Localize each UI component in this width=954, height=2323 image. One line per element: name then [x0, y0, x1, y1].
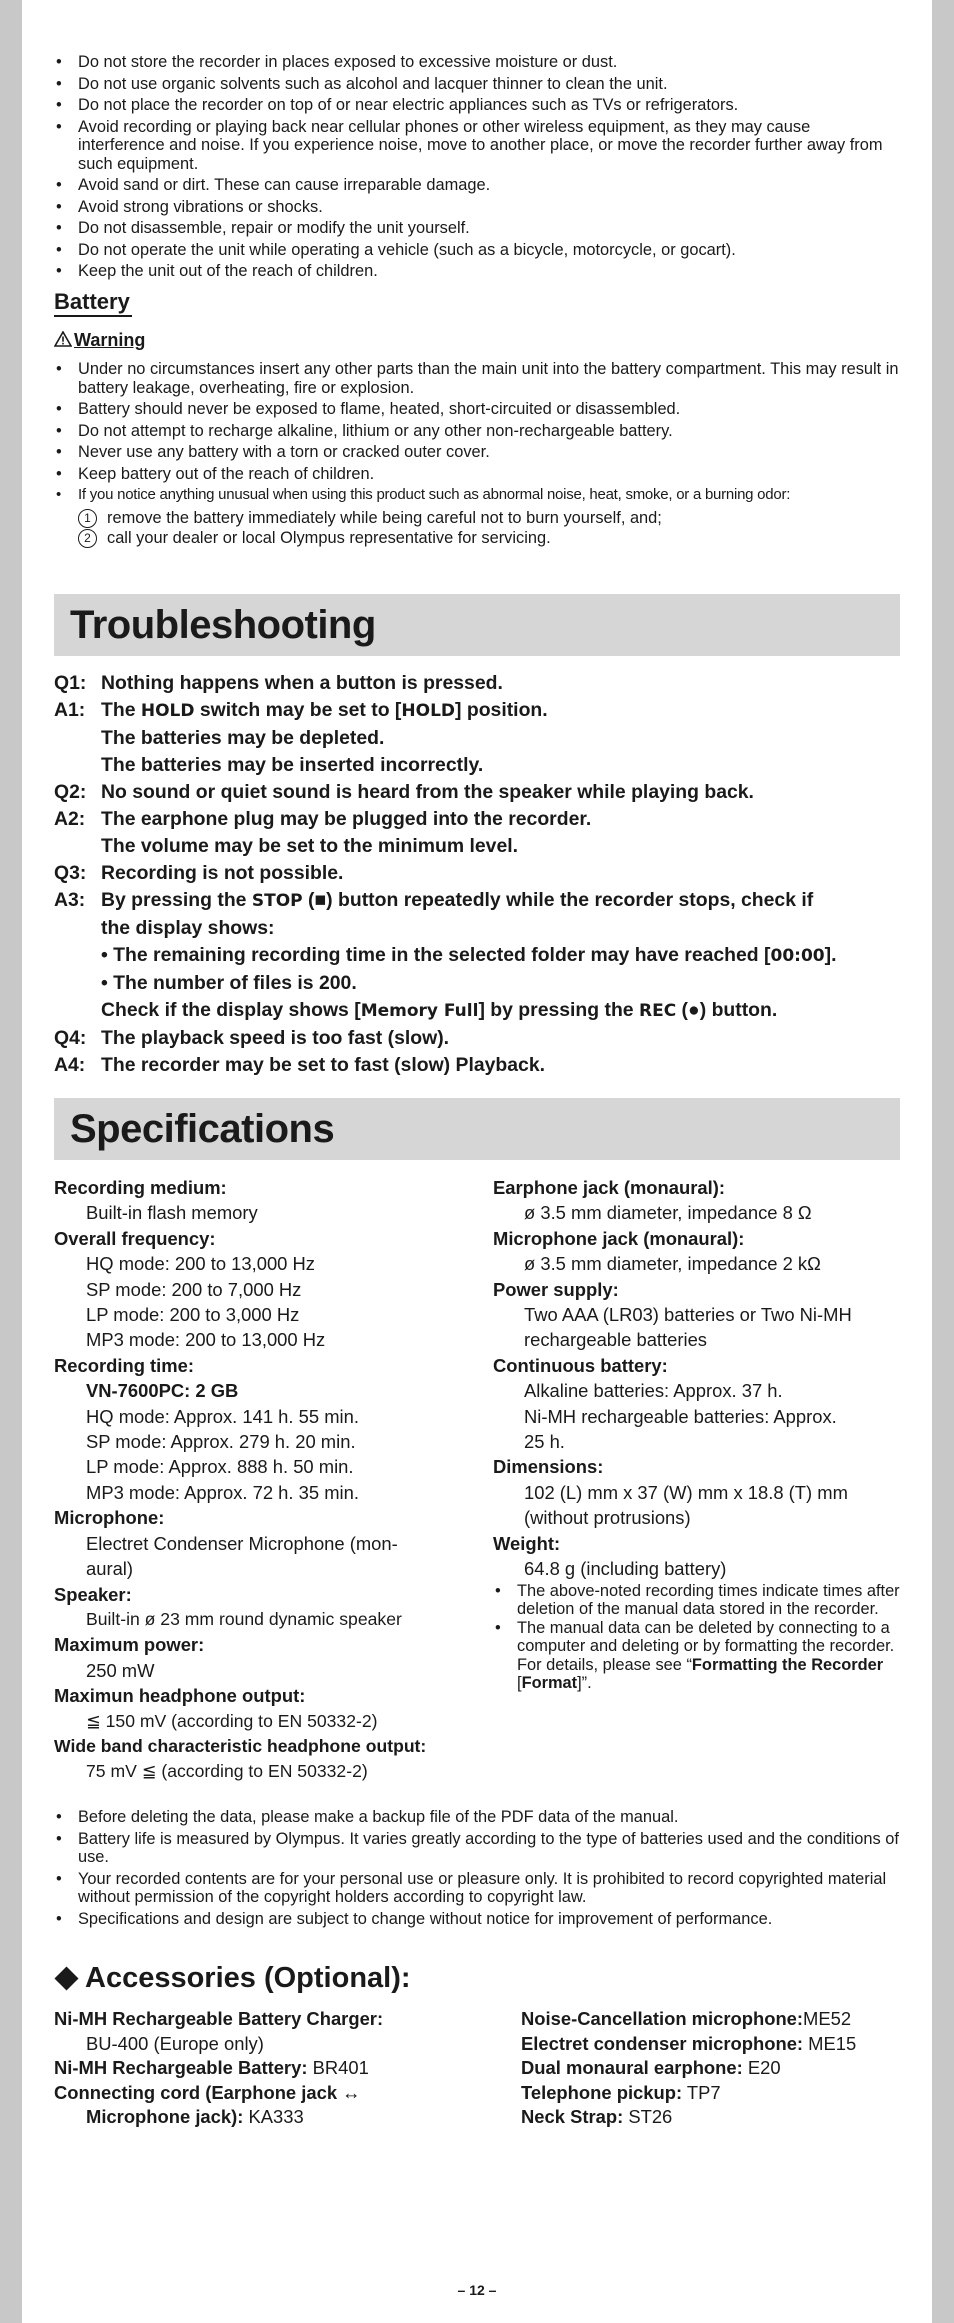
list-item: • Avoid recording or playing back near cellular phones or other wireless equipment, as they may cause interference and noise. If you experience noise, move to another place, or move the recorder further away from such equipment. — [54, 118, 900, 174]
spec-value: aural) — [86, 1558, 134, 1580]
spec-value: LP mode: Approx. 888 h. 50 min. — [86, 1456, 354, 1478]
accessory-item: Ni-MH Rechargeable Battery: BR401 — [54, 2057, 369, 2078]
accessory-item: Microphone jack): KA333 — [86, 2106, 304, 2127]
answer: A1: The HOLD switch may be set to [HOLD] position. — [54, 699, 548, 721]
spec-label: Maximun headphone output: — [54, 1685, 306, 1707]
answer-bullet: • The remaining recording time in the selected folder may have reached [00:00]. — [101, 944, 837, 966]
answer-line: the display shows: — [101, 917, 275, 939]
list-item: • Before deleting the data, please make a backup file of the PDF data of the manual. — [54, 1808, 900, 1827]
step-text: remove the battery immediately while being careful not to burn yourself, and; — [107, 508, 662, 527]
accessories-left — [54, 2007, 494, 2130]
circled-number: 1 — [78, 509, 97, 528]
list-item: • Battery should never be exposed to flame, heated, short-circuited or disassembled. — [54, 400, 900, 419]
spec-value: MP3 mode: Approx. 72 h. 35 min. — [86, 1481, 359, 1503]
spec-value: Two AAA (LR03) batteries or Two Ni-MH — [524, 1304, 852, 1326]
spec-value: MP3 mode: 200 to 13,000 Hz — [86, 1329, 326, 1351]
spec-value: HQ mode: 200 to 13,000 Hz — [86, 1253, 315, 1275]
list-item: • Keep the unit out of the reach of children. — [54, 262, 900, 281]
spec-label: Recording time: — [54, 1354, 194, 1376]
spec-value: Electret Condenser Microphone (mon- — [86, 1532, 398, 1554]
spec-value: 25 h. — [524, 1431, 565, 1453]
question: Q2: No sound or quiet sound is heard from the speaker while playing back. — [54, 781, 754, 803]
spec-value: (without protrusions) — [524, 1507, 691, 1529]
spec-label: Microphone: — [54, 1507, 165, 1529]
troubleshooting-header — [54, 594, 900, 656]
spec-label: Continuous battery: — [493, 1354, 668, 1376]
spec-label: Overall frequency: — [54, 1227, 216, 1249]
warning-label: Warning — [74, 330, 146, 350]
list-item: • Battery life is measured by Olympus. It varies greatly according to the type of batteries used and the conditions of use. — [54, 1830, 900, 1867]
right-margin-bar — [932, 0, 954, 2323]
accessory-item: Dual monaural earphone: E20 — [521, 2057, 781, 2078]
spec-value: 250 mW — [86, 1659, 155, 1681]
answer: A3: By pressing the STOP (■) button repeatedly while the recorder stops, check if — [54, 889, 814, 911]
accessory-item: Electret condenser microphone: ME15 — [521, 2032, 857, 2054]
spec-label: Maximum power: — [54, 1634, 205, 1656]
list-item: • Do not attempt to recharge alkaline, lithium or any other non-rechargeable battery. — [54, 422, 900, 441]
question: Q1: Nothing happens when a button is pressed. — [54, 672, 503, 694]
step-text: call your dealer or local Olympus representative for servicing. — [107, 528, 551, 547]
spec-value: rechargeable batteries — [524, 1329, 707, 1351]
question: Q3: Recording is not possible. — [54, 862, 344, 884]
spec-value: LP mode: 200 to 3,000 Hz — [86, 1304, 300, 1326]
spec-value: Built-in ø 23 mm round dynamic speaker — [86, 1608, 402, 1629]
section-title: Specifications — [70, 1107, 335, 1151]
answer-line: The batteries may be inserted incorrectly. — [101, 754, 484, 776]
accessory-label: Connecting cord (Earphone jack ↔ — [54, 2081, 361, 2103]
battery-heading: Battery — [54, 289, 132, 317]
list-item: • The manual data can be deleted by connecting to a computer and deleting or by formatting the recorder. For details, please see “Formatting the Recorder [Format]”. — [493, 1619, 900, 1693]
list-item: • If you notice anything unusual when using this product such as abnormal noise, heat, smoke, or a burning odor: — [54, 486, 900, 505]
answer: A2: The earphone plug may be plugged into the recorder. — [54, 808, 592, 830]
specifications-header — [54, 1098, 900, 1160]
left-margin-bar — [0, 0, 22, 2323]
accessory-label: Ni-MH Rechargeable Battery Charger: — [54, 2008, 384, 2029]
accessory-item: Telephone pickup: TP7 — [521, 2081, 721, 2103]
question: Q4: The playback speed is too fast (slow). — [54, 1027, 450, 1049]
spec-label: Recording medium: — [54, 1177, 227, 1198]
list-item: • Do not disassemble, repair or modify the unit yourself. — [54, 219, 900, 238]
accessory-value: BU-400 (Europe only) — [86, 2032, 264, 2054]
warning-triangle-icon — [54, 331, 72, 347]
spec-label: Wide band characteristic headphone output: — [54, 1735, 427, 1756]
answer-line: The batteries may be depleted. — [101, 727, 385, 749]
spec-value: 102 (L) mm x 37 (W) mm x 18.8 (T) mm — [524, 1481, 848, 1503]
spec-value: SP mode: Approx. 279 h. 20 min. — [86, 1431, 356, 1453]
spec-model: VN-7600PC: 2 GB — [86, 1380, 239, 1402]
accessories-heading: Accessories (Optional): — [54, 1961, 411, 1995]
spec-label: Earphone jack (monaural): — [493, 1177, 725, 1198]
spec-value: Built-in flash memory — [86, 1202, 258, 1224]
list-item: • Specifications and design are subject to change without notice for improvement of performance. — [54, 1910, 900, 1929]
numbered-step — [54, 528, 900, 548]
spec-value: Alkaline batteries: Approx. 37 h. — [524, 1380, 783, 1402]
accessories-right — [521, 2007, 901, 2130]
spec-value: ≦ 150 mV (according to EN 50332-2) — [86, 1710, 378, 1731]
list-item: • Do not operate the unit while operating a vehicle (such as a bicycle, motorcycle, or gocart). — [54, 241, 900, 260]
spec-label: Microphone jack (monaural): — [493, 1227, 745, 1249]
list-item: • Under no circumstances insert any other parts than the main unit into the battery compartment. This may result in battery leakage, overheating, fire or explosion. — [54, 360, 900, 397]
list-item: • Do not store the recorder in places exposed to excessive moisture or dust. — [54, 53, 900, 72]
spec-label: Power supply: — [493, 1278, 619, 1300]
spec-value: 75 mV ≦ (according to EN 50332-2) — [86, 1761, 368, 1782]
circled-number: 2 — [78, 529, 97, 548]
list-item: • Avoid sand or dirt. These can cause irreparable damage. — [54, 176, 900, 195]
troubleshooting-qa — [54, 670, 900, 1079]
list-item: • Avoid strong vibrations or shocks. — [54, 198, 900, 217]
warning-heading — [54, 329, 145, 351]
answer-line: The volume may be set to the minimum level. — [101, 835, 519, 857]
spec-value: 64.8 g (including battery) — [524, 1558, 727, 1580]
specs-right-column — [493, 1175, 900, 1693]
list-item: • The above-noted recording times indicate times after deletion of the manual data stored in the recorder. — [493, 1582, 900, 1619]
answer-line: Check if the display shows [Memory Full] by pressing the REC (●) button. — [101, 999, 778, 1021]
specs-left-column — [54, 1175, 494, 1785]
general-notes — [54, 1808, 900, 1931]
caution-list — [54, 53, 900, 284]
spec-value: ø 3.5 mm diameter, impedance 2 kΩ — [524, 1253, 821, 1275]
numbered-step — [54, 508, 900, 528]
list-item: • Keep battery out of the reach of children. — [54, 465, 900, 484]
spec-label: Speaker: — [54, 1583, 132, 1605]
spec-value: SP mode: 200 to 7,000 Hz — [86, 1278, 302, 1300]
list-item: • Do not place the recorder on top of or near electric appliances such as TVs or refrigerators. — [54, 96, 900, 115]
list-item: • Your recorded contents are for your personal use or pleasure only. It is prohibited to record copyrighted material without permission of the copyright holders according to copyright law. — [54, 1870, 900, 1907]
diamond-bullet-icon — [54, 1966, 78, 1990]
answer: A4: The recorder may be set to fast (slow) Playback. — [54, 1054, 545, 1076]
spec-label: Dimensions: — [493, 1456, 604, 1478]
page-number: – 12 – — [457, 2282, 497, 2298]
answer-bullet: • The number of files is 200. — [101, 972, 357, 994]
accessory-item: Neck Strap: ST26 — [521, 2106, 673, 2127]
section-title: Troubleshooting — [70, 603, 376, 647]
spec-label: Weight: — [493, 1532, 561, 1554]
spec-value: HQ mode: Approx. 141 h. 55 min. — [86, 1405, 359, 1427]
accessory-item: Noise-Cancellation microphone:ME52 — [521, 2008, 852, 2029]
spec-value: Ni-MH rechargeable batteries: Approx. — [524, 1405, 837, 1427]
spec-notes — [493, 1582, 900, 1693]
spec-value: ø 3.5 mm diameter, impedance 8 Ω — [524, 1202, 812, 1224]
battery-warnings — [54, 360, 900, 548]
list-item: • Never use any battery with a torn or cracked outer cover. — [54, 443, 900, 462]
list-item: • Do not use organic solvents such as alcohol and lacquer thinner to clean the unit. — [54, 75, 900, 94]
